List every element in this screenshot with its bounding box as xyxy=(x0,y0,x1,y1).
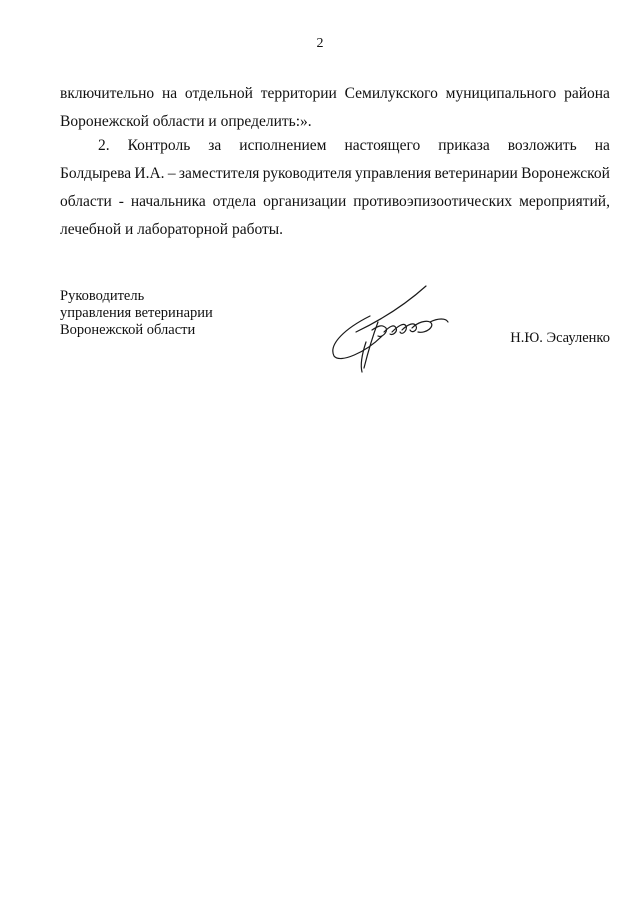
word: настоящего xyxy=(344,137,421,154)
word: – xyxy=(167,165,176,182)
word: - xyxy=(118,193,124,210)
word: за xyxy=(208,137,222,154)
word: заместителя xyxy=(178,165,260,182)
text-line-content: Воронежской области и определить:». xyxy=(60,113,312,130)
text-line xyxy=(60,188,610,216)
word: мероприятий, xyxy=(519,193,610,210)
signatory-title xyxy=(60,288,213,339)
signatory-title-line: Воронежской области xyxy=(60,322,196,338)
word: Контроль xyxy=(127,137,191,154)
word: возложить xyxy=(507,137,577,154)
text-line xyxy=(60,160,610,188)
word: отдела xyxy=(212,193,257,210)
word: И.А. xyxy=(134,165,165,182)
paragraph-item-2 xyxy=(60,132,610,244)
word: муниципального xyxy=(445,85,557,102)
word: управления xyxy=(355,165,432,182)
item-number: 2. xyxy=(98,137,110,154)
word: области xyxy=(60,193,112,210)
word: ветеринарии xyxy=(434,165,518,182)
word: включительно xyxy=(60,85,155,102)
handwritten-signature xyxy=(326,282,456,378)
word: Болдырева xyxy=(60,165,132,182)
text-line xyxy=(60,216,610,244)
word: района xyxy=(564,85,610,102)
word: отдельной xyxy=(184,85,253,102)
word: приказа xyxy=(438,137,490,154)
signatory-name: Н.Ю. Эсауленко xyxy=(510,330,610,346)
signatory-title-line: управления ветеринарии xyxy=(60,305,213,321)
text-line xyxy=(60,80,610,108)
page-number: 2 xyxy=(316,36,324,51)
word: на xyxy=(594,137,610,154)
word: Воронежской xyxy=(521,165,610,182)
word: территории xyxy=(260,85,337,102)
text-line-content: лечебной и лабораторной работы. xyxy=(60,221,284,238)
word: руководителя xyxy=(262,165,352,182)
word: организации xyxy=(263,193,347,210)
word: Семилукского xyxy=(344,85,438,102)
signatory-title-line: Руководитель xyxy=(60,288,145,304)
paragraph-continuation xyxy=(60,80,610,136)
word: противоэпизоотических xyxy=(353,193,513,210)
word: начальника xyxy=(130,193,206,210)
word: исполнением xyxy=(239,137,327,154)
word: на xyxy=(161,85,178,102)
text-line xyxy=(60,132,610,160)
